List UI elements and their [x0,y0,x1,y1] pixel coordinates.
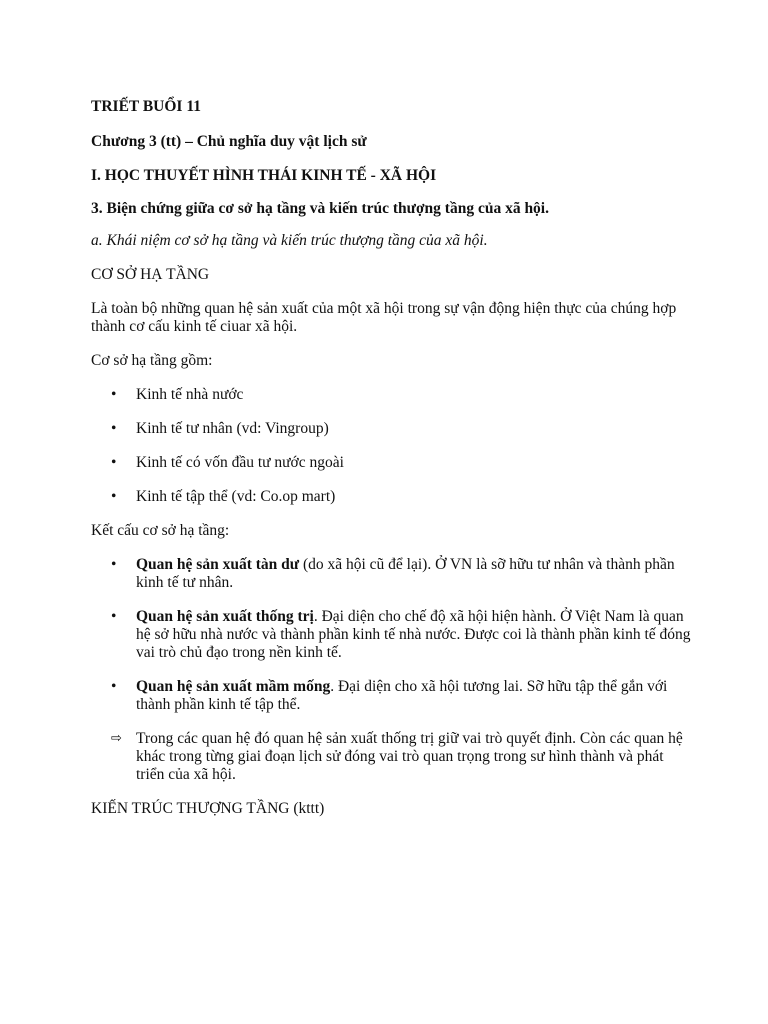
list-item-text: . Đại diện cho xã hội tương lai. Sỡ hữu tập thể gắn với thành phần kinh tế tập thể. [136,678,668,713]
heading-kien-truc-thuong-tang: KIẾN TRÚC THƯỢNG TẦNG (kttt) [91,800,325,817]
list-item-term: Quan hệ sản xuất thống trị [136,608,314,625]
structure-label: Kết cấu cơ sở hạ tầng: [91,522,230,539]
bullet-icon: • [111,386,117,403]
list-item [91,386,691,404]
list-item-term: Quan hệ sản xuất tàn dư [136,556,300,573]
subsubsection-heading: a. Khái niệm cơ sở hạ tầng và kiến trúc thượng tầng của xã hội. [91,232,488,249]
components-list [91,386,691,506]
list-item [91,608,691,662]
list-item-text: Kinh tế tư nhân (vd: Vingroup) [136,420,329,437]
list-item [91,488,691,506]
conclusion-item [91,730,691,784]
section-heading: I. HỌC THUYẾT HÌNH THÁI KINH TẾ - XÃ HỘI [91,167,437,184]
bullet-icon: • [111,488,117,505]
structure-list [91,556,691,714]
bullet-icon: • [111,678,117,695]
bullet-icon: • [111,420,117,437]
list-item-term: Quan hệ sản xuất mầm mống [136,678,331,695]
list-item [91,420,691,438]
list-item [91,556,691,592]
definition-paragraph: Là toàn bộ những quan hệ sản xuất của một xã hội trong sự vận động hiện thực của chúng hợp thành cơ cấu kinh tế ciuar xã hội. [91,300,677,335]
heading-co-so-ha-tang: CƠ SỞ HẠ TẦNG [91,266,210,283]
bullet-icon: • [111,454,117,471]
bullet-icon: • [111,608,117,625]
components-label: Cơ sở hạ tầng gồm: [91,352,213,369]
document-title: TRIẾT BUỔI 11 [91,98,201,115]
list-item-text: Kinh tế có vốn đầu tư nước ngoài [136,454,344,471]
bullet-icon: • [111,556,117,573]
subsection-heading: 3. Biện chứng giữa cơ sở hạ tầng và kiến trúc thượng tầng của xã hội. [91,200,549,217]
list-item-text: Kinh tế tập thể (vd: Co.op mart) [136,488,336,505]
document-page [91,98,691,834]
list-item-text: (do xã hội cũ để lại). Ở VN là sỡ hữu tư nhân và thành phần kinh tế tư nhân. [136,556,675,591]
arrow-right-icon: ⇨ [111,731,122,746]
list-item-text: . Đại diện cho chế độ xã hội hiện hành. Ở Việt Nam là quan hệ sở hữu nhà nước và thành phần kinh tế nhà nước. Được coi là thành phần kinh tế đóng vai trò chủ đạo trong nền kinh tế. [136,608,691,661]
conclusion-text: Trong các quan hệ đó quan hệ sản xuất thống trị giữ vai trò quyết định. Còn các quan hệ khác trong từng giai đoạn lịch sử đóng vai trò quan trọng trong sư hình thành và phát triển của xã hội. [136,730,683,783]
chapter-heading: Chương 3 (tt) – Chủ nghĩa duy vật lịch sử [91,133,367,150]
list-item-text: Kinh tế nhà nước [136,386,244,403]
list-item [91,454,691,472]
list-item [91,678,691,714]
